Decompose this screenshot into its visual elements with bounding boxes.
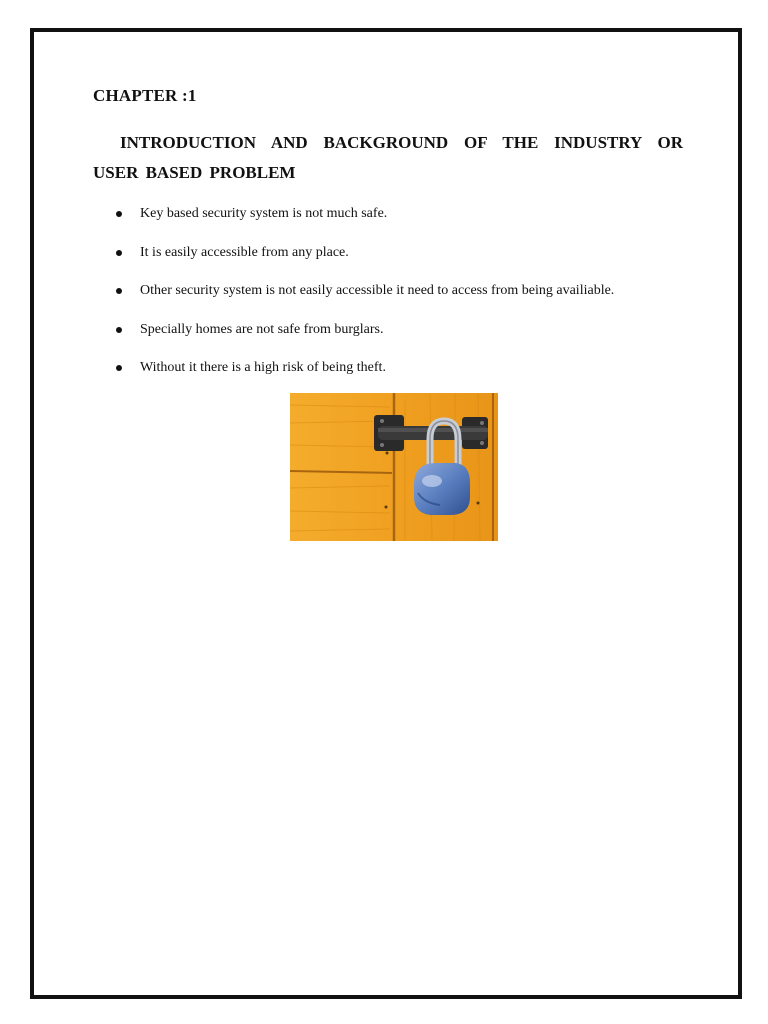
bullet-icon xyxy=(116,288,122,294)
list-item-text: Without it there is a high risk of being theft. xyxy=(140,360,386,375)
chapter-label: CHAPTER :1 xyxy=(93,86,197,105)
padlock-image xyxy=(290,393,498,541)
bullet-icon xyxy=(116,365,122,371)
list-item xyxy=(93,281,683,301)
bullet-icon xyxy=(116,327,122,333)
bullet-list xyxy=(93,204,683,378)
page-content xyxy=(93,86,683,397)
list-item xyxy=(93,243,683,263)
list-item-text: Specially homes are not safe from burglars. xyxy=(140,321,384,337)
list-item-text: Other security system is not easily accessible it need to access from being availiable. xyxy=(140,283,615,298)
bullet-icon xyxy=(116,250,122,256)
bullet-icon xyxy=(116,211,122,217)
padlock-on-door-icon xyxy=(290,393,498,541)
section-heading: INTRODUCTION AND BACKGROUND OF THE INDUSTRY OR USER BASED PROBLEM xyxy=(93,133,683,182)
list-item xyxy=(93,204,683,224)
list-item-text: It is easily accessible from any place. xyxy=(140,244,349,260)
list-item-text: Key based security system is not much safe. xyxy=(140,206,388,221)
list-item xyxy=(93,320,683,340)
list-item xyxy=(93,358,683,378)
